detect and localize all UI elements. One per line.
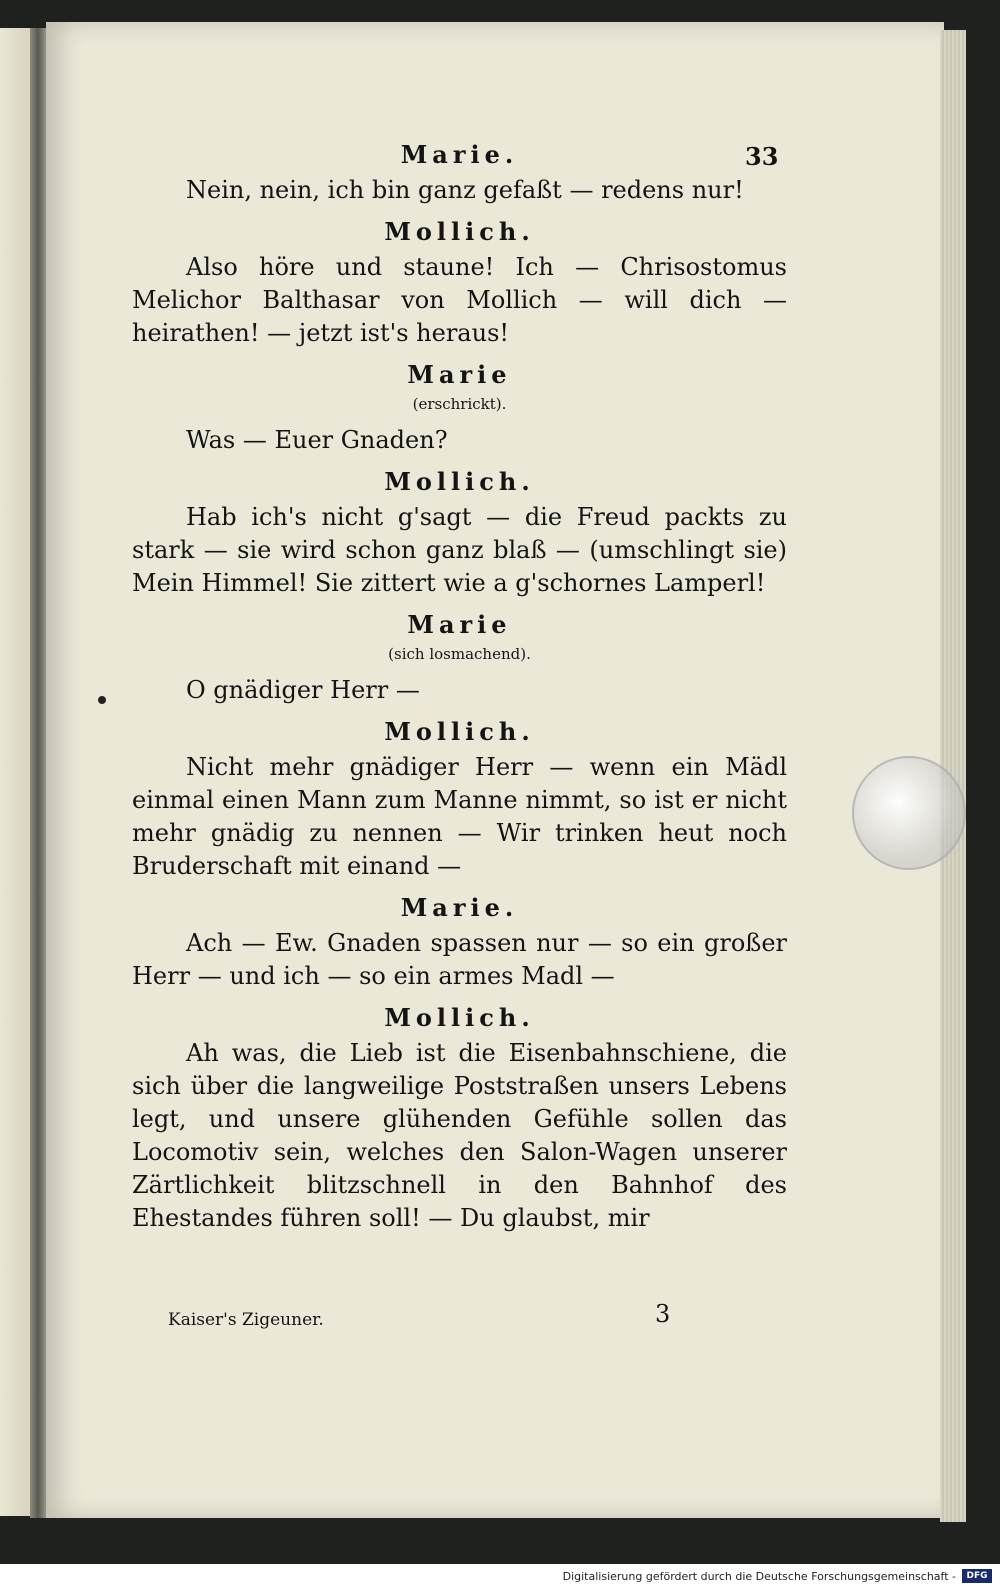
speaker-name: Marie [407,610,512,639]
page-clip [852,756,966,870]
speaker-name: Mollich. [384,1003,535,1032]
page-number: 33 [745,142,779,171]
signature-number: 3 [655,1300,671,1328]
stage-direction: (sich losmachend). [388,645,531,663]
dialogue-paragraph: Also höre und staune! Ich — Chrisostomus Melichor Balthasar von Mollich — will dich — heirathen! — jetzt ist's heraus! [132,253,787,347]
speaker-name: Mollich. [384,467,535,496]
signature-title: Kaiser's Zigeuner. [168,1310,324,1330]
stage-direction: (erschrickt). [412,395,507,413]
dialogue-paragraph: Was — Euer Gnaden? [186,426,448,454]
dfg-logo-icon: DFG [962,1569,992,1583]
speaker-name: Marie [407,360,512,389]
dialogue-paragraph: Ach — Ew. Gnaden spassen nur — so ein großer Herr — und ich — so ein armes Madl — [132,929,787,990]
footer-credit: Digitalisierung gefördert durch die Deutsche Forschungsgemeinschaft - [562,1570,956,1583]
dialogue-paragraph: O gnädiger Herr — [186,676,420,704]
speaker-name: Marie. [400,140,519,169]
dialogue-paragraph: Hab ich's nicht g'sagt — die Freud packts zu stark — sie wird schon ganz blaß — (umschlingt sie) Mein Himmel! Sie zittert wie a g'schornes Lamperl! [132,503,787,597]
speaker-name: Mollich. [384,217,535,246]
ink-spot [98,696,106,704]
dialogue-paragraph: Ah was, die Lieb ist die Eisenbahnschiene, die sich über die langweilige Poststraßen unsers Lebens legt, und unsere glühenden Gefühle sollen das Locomotiv sein, welches den Salon-Wagen unserer Zärtlichkeit blitzschnell in den Bahnhof des Ehestandes führen soll! — Du glaubst, mir [132,1039,787,1232]
speaker-name: Mollich. [384,717,535,746]
dialogue-paragraph: Nicht mehr gnädiger Herr — wenn ein Mädl einmal einen Mann zum Manne nimmt, so ist er nicht mehr gnädig zu nennen — Wir trinken heut noch Bruderschaft mit einand — [132,753,787,880]
page-text [132,130,787,1235]
speaker-name: Marie. [400,893,519,922]
dialogue-paragraph: Nein, nein, ich bin ganz gefaßt — redens nur! [186,176,744,204]
